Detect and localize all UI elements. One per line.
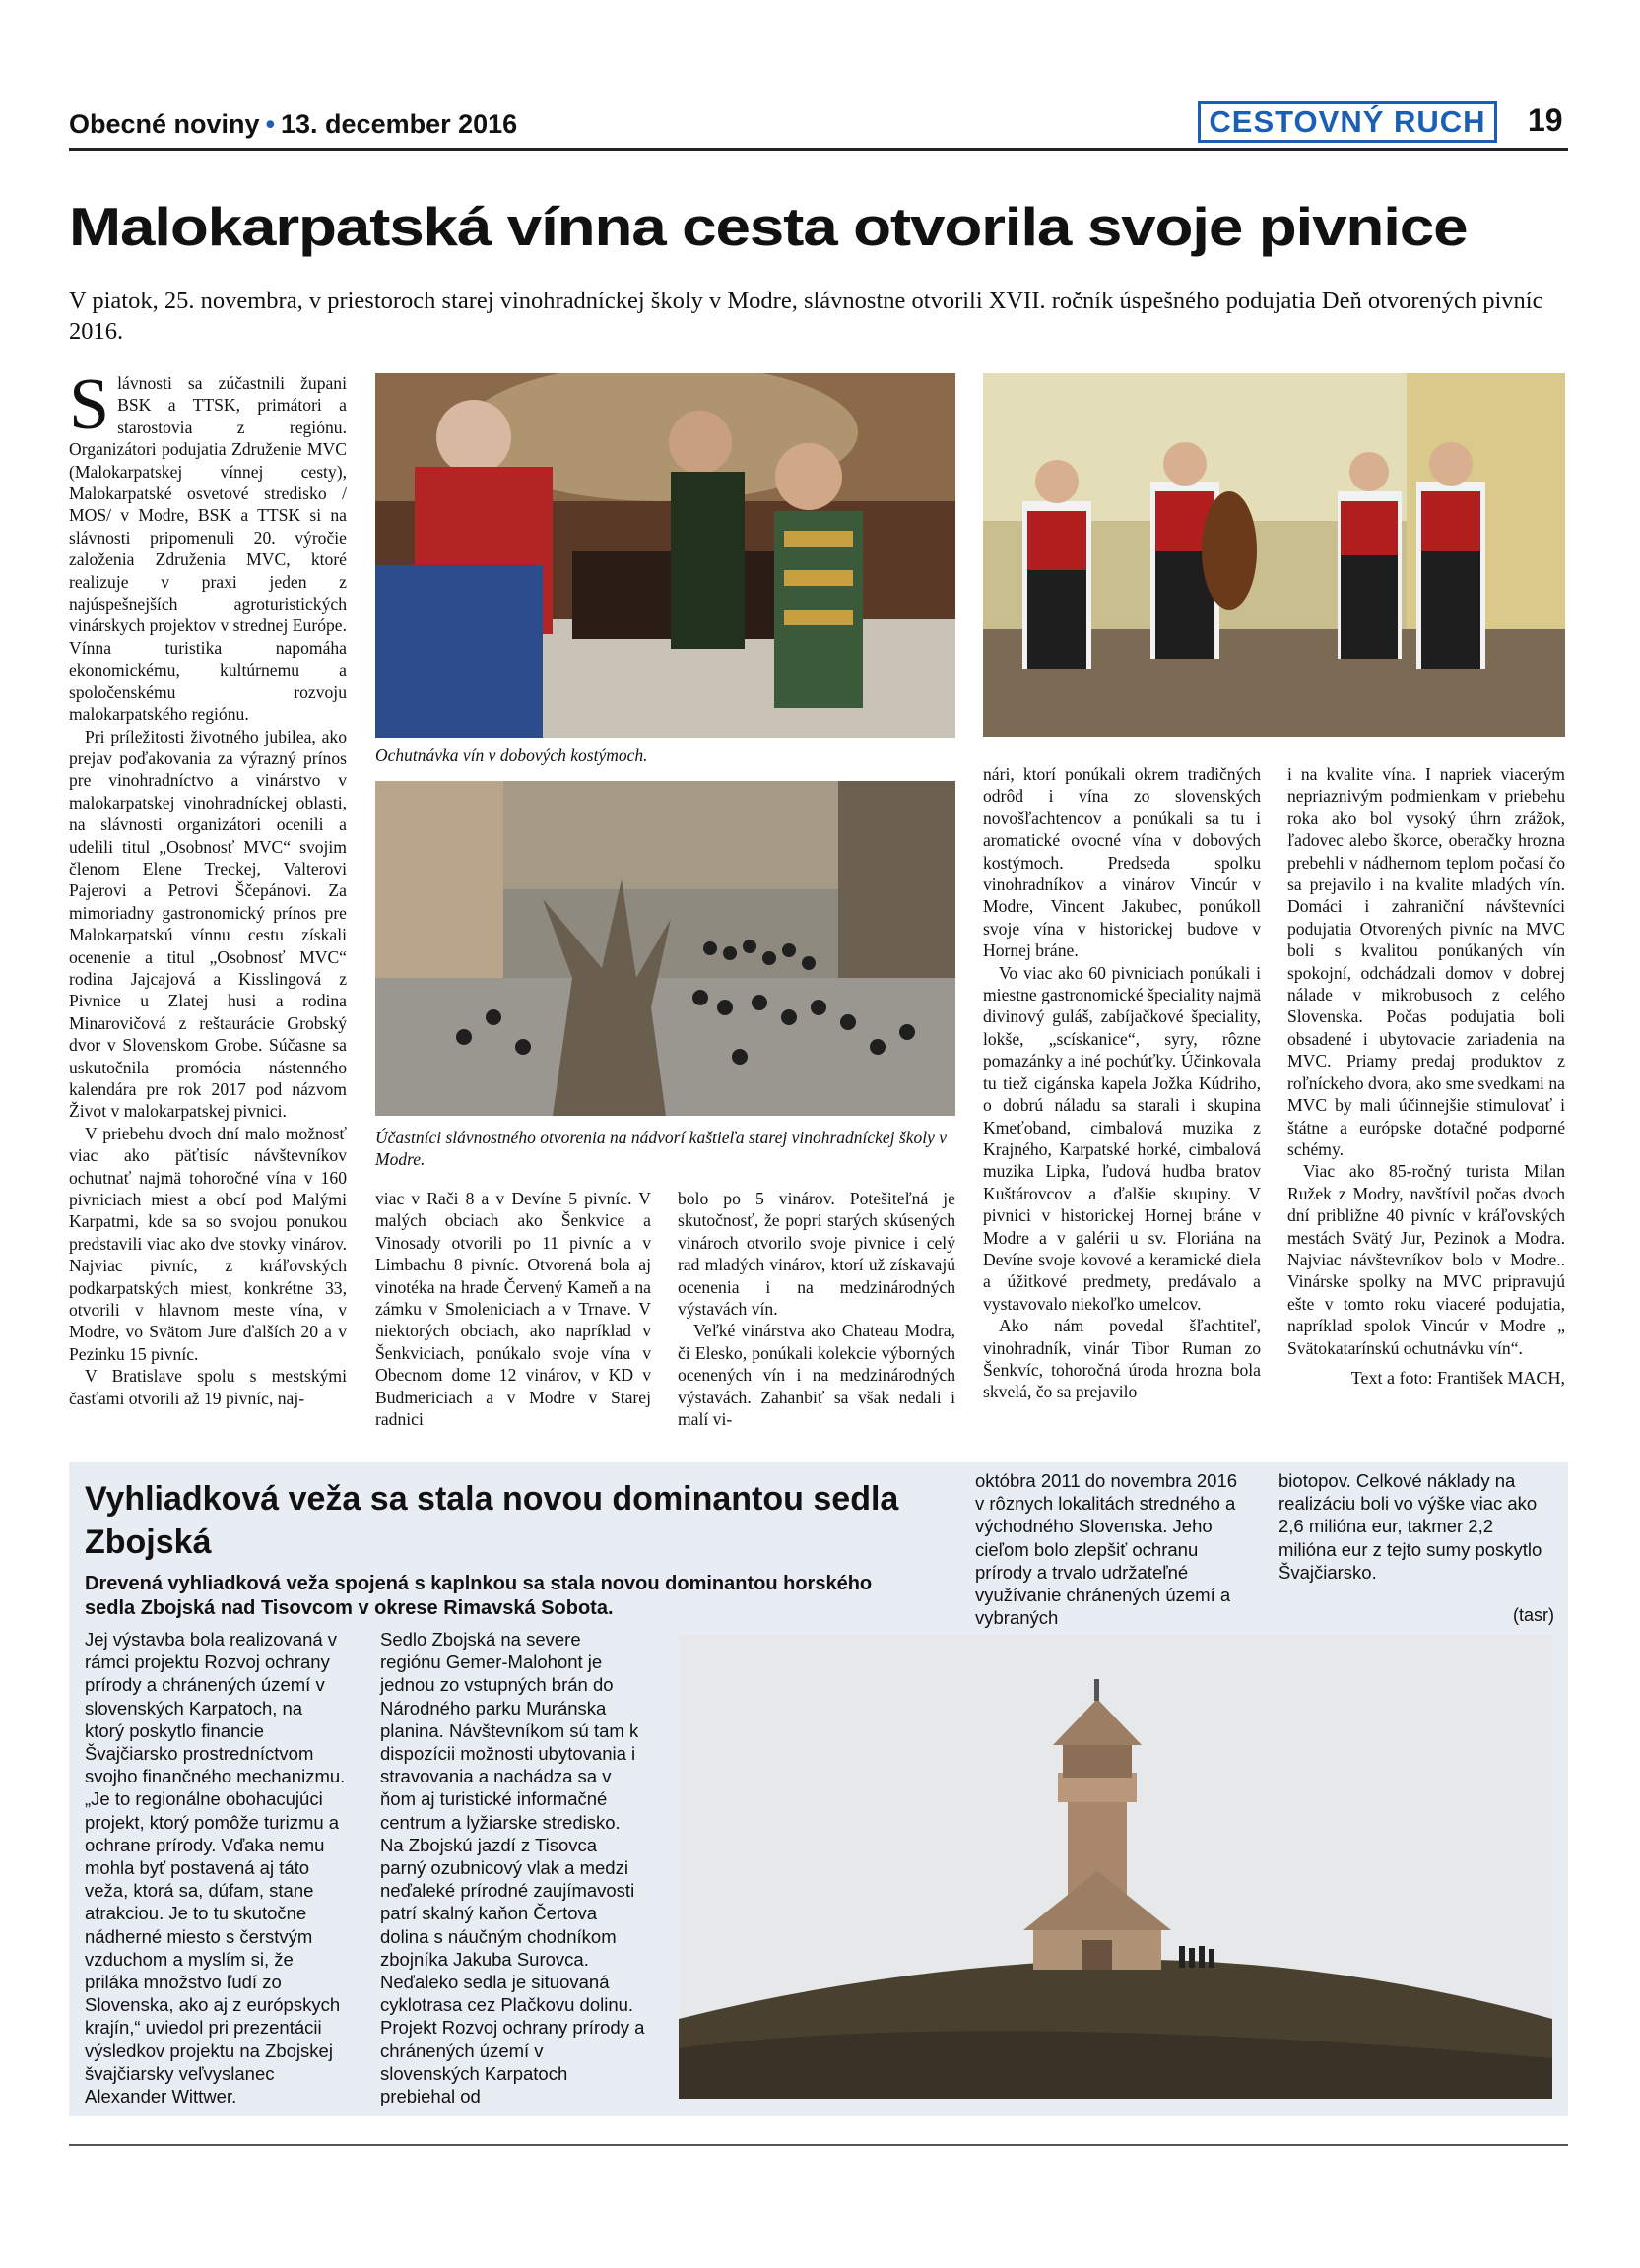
masthead xyxy=(69,109,517,140)
footer-rule xyxy=(69,2144,1568,2146)
section-label: CESTOVNÝ RUCH xyxy=(1198,101,1497,143)
box-column-4 xyxy=(1279,1469,1554,1584)
box-title: Vyhliadková veža sa stala novou dominantou sedla Zbojská xyxy=(85,1480,899,1561)
author-credit: Text a foto: František MACH, xyxy=(1350,1367,1565,1388)
paragraph: viac v Rači 8 a v Devíne 5 pivníc. V malých obciach ako Šenkvice a Vinosady otvorili po 11 pivníc a v Limbachu 8 pivníc. Otvorená bola aj vinotéka na hrade Červený Kameň a na zámku v Smoleniciach a v Trnave. V niektorých obciach, ako napríklad v Šenkviciach, ponúkalo svoje vína v Obecnom dome 12 vinárov, v KD v Budmericiach a v Modre v Starej radnici xyxy=(375,1189,651,1430)
paragraph: nári, ktorí ponúkali okrem tradičných odrôd i vína zo slovenských novošľachtencov a ponúkali sa tu i aromatické ovocné vína v dobových kostýmoch. Predseda spolku vinohradníkov a vinárov Vincúr v Modre, Vincent Jakubec, ponúkoll svoje vína v historickej budove v Hornej bráne. xyxy=(983,764,1261,961)
paragraph: Viac ako 85-ročný turista Milan Ružek z Modry, navštívil počas dvoch dní približne 40 pivníc v kráľovských mestách Svätý Jur, Pezinok a Modra. Najviac návštevníkov bolo v Modre.. Vinárske spolky na MVC pripravujú ešte v tomto roku viaceré podujatia, napríklad spolok Vincúr v Modre „ Svätokatarínskú ochutnávku vín“. xyxy=(1287,1161,1565,1358)
paragraph: Jej výstavba bola realizovaná v rámci projektu Rozvoj ochrany prírody a chránených území v slovenských Karpatoch, na ktorý poskytlo financie Švajčiarsko prostredníctvom svojho finančného mechanizmu. „Je to regionálne obohacujúci projekt, ktorý pomôže turizmu a ochrane prírody. Vďaka nemu mohla byť postavená aj táto veža, ktorá sa, dúfam, stane atrakciou. Je to tu skutočne nádherné miesto s čerstvým vzduchom a myslím si, že priláka množstvo ľudí zo Slovenska, ako aj z európskych krajín,“ uviedol pri prezentácii výsledkov projektu na Zbojskej švajčiarsky veľvyslanec Alexander Wittwer. xyxy=(85,1629,346,2107)
article-column-4 xyxy=(983,763,1261,1403)
paragraph: biotopov. Celkové náklady na realizáciu boli vo výške viac ako 2,6 milióna eur, takmer 2,2 milióna eur z tejto sumy poskytlo Švajčiarsko. xyxy=(1279,1470,1542,1583)
page-number: 19 xyxy=(1528,102,1563,138)
publication-name: Obecné noviny xyxy=(69,109,260,139)
article-column-3 xyxy=(678,1188,955,1430)
paragraph: Projekt Rozvoj ochrany prírody a chránených území v slovenských Karpatoch prebiehal od xyxy=(380,2017,645,2107)
courtyard-photo xyxy=(375,781,955,1116)
paragraph: Sedlo Zbojská na severe regiónu Gemer-Malohont je jednou zo vstupných brán do Národného parku Muránska planina. Návštevníkom sú tam k dispozícii možnosti ubytovania i stravovania a nachádza sa v ňom aj turistické informačné centrum a lyžiarske stredisko. Na Zbojskú jazdí z Tisovca parný ozubnicový vlak a medzi neďaleké prírodné zaujímavosti patrí skalný kaňon Čertova dolina s náučným chodníkom zbojníka Jakuba Surovca. Neďaleko sedla je situovaná cyklotrasa cez Plačkovu dolinu. xyxy=(380,1629,639,2016)
drop-cap: S xyxy=(69,364,110,445)
musicians-photo xyxy=(983,373,1565,737)
photo-caption: Účastníci slávnostného otvorenia na nádvorí kaštieľa starej vinohradníckej školy v Modre. xyxy=(375,1128,948,1169)
article-headline: Malokarpatská vínna cesta otvorila svoje pivnice xyxy=(69,196,1468,257)
article-column-2 xyxy=(375,1188,651,1430)
header-rule xyxy=(69,148,1568,151)
wine-tasting-photo xyxy=(375,373,955,738)
news-agency-credit: (tasr) xyxy=(1513,1605,1554,1625)
photo-caption: Ochutnávka vín v dobových kostýmoch. xyxy=(375,745,648,765)
article-lead: V piatok, 25. novembra, v priestoroch starej vinohradníckej školy v Modre, slávnostne otvorili XVII. ročník úspešného podujatia Deň otvorených pivníc 2016. xyxy=(69,288,1543,345)
paragraph: Vo viac ako 60 pivniciach ponúkali i miestne gastronomické špeciality najmä divinový guláš, zabíjačkové špeciality, lokše, „scískanice“, syry, rôzne pomazánky a iné pochúťky. Účinkovala tu tiež cigánska kapela Jožka Kúdriho, o dobrú náladu sa starali i skupina Kmeťoband, cimbalová muzika z Krajného, Karpatské horké, cimbalová muzika Lipka, ľudová hudba bratov Kuštárovcov a ďalšie skupiny. V pivnici v historickej Hornej bráne v Modre a v galérii u sv. Floriána na Devíne svoje kovové a keramické diela a úžitkové predmety, predávalo a vystavovalo niekoľko umelcov. xyxy=(983,962,1261,1314)
paragraph: V Bratislave spolu s mestskými časťami otvorili až 19 pivníc, naj- xyxy=(69,1366,347,1408)
paragraph: lávnosti sa zúčastnili župani BSK a TTSK, primátori a starostovia z regiónu. Organizátori podujatia Združenie MVC (Malokarpatskej vínnej cesty), Malokarpatské osvetové stredisko / MOS/ v Modre, BSK a TTSK si na slávnosti pripomenuli 20. výročie založenia Združenia MVC, ktoré realizuje v praxi jeden z najúspešnejších agroturistických vinárskych projektov v strednej Európe. Vínna turistika napomáha ekonomickému, kultúrnemu a spoločenskému rozvoju malokarpatského regiónu. xyxy=(69,373,347,725)
lookout-tower-photo xyxy=(679,1635,1552,2099)
paragraph: bolo po 5 vinárov. Potešiteľná je skutočnosť, že popri starých skúsených vinároch otvorilo svoje pivnice i celý rad mladých vinárov, ktorí už získavajú ocenenia i na medzinárodných výstavách vín. xyxy=(678,1189,955,1320)
box-lead: Drevená vyhliadková veža spojená s kaplnkou sa stala novou dominantou horského sedla Zbojská nad Tisovcom v okrese Rimavská Sobota. xyxy=(85,1573,873,1619)
article-column-5 xyxy=(1287,763,1565,1389)
separator: • xyxy=(265,109,276,139)
box-column-1 xyxy=(85,1628,347,2107)
paragraph: i na kvalite vína. I napriek viacerým nepriaznivým podmienkam v priebehu roka ako bol vysoký úhrn zrážok, ľadovec alebo škorce, oberačky hrozna prebehli v nádhernom teplom počasí čo sa prejavilo i na kvalite mladých vín. Domáci i zahraniční návštevníci podujatia Otvorených pivníc na MVC boli s kvalitou ponúkaných vín spokojní, odchádzali domov v dobrej nálade v mikrobusoch z celého Slovenska. Počas podujatia boli obsadené i ubytovacie zariadenia na MVC. Priamy predaj produktov z roľníckeho dvora, ako sme svedkami na MVC by mali účinnejšie stimulovať i štátne a európske dotačné podporné schémy. xyxy=(1287,764,1565,1159)
box-column-3 xyxy=(975,1469,1247,1629)
paragraph: októbra 2011 do novembra 2016 v rôznych lokalitách stredného a východného Slovenska. Jeho cieľom bolo zlepšiť ochranu prírody a trvalo udržateľné využívanie chránených území a vybraných xyxy=(975,1470,1238,1629)
paragraph: V priebehu dvoch dní malo možnosť viac ako päťtisíc návštevníkov ochutnať najmä tohoročné vína v 160 pivniciach miest a obcí pod Malými Karpatmi, kde sa so svojou ponukou predstavili viac ako dve stovky vinárov. Najviac pivníc, z kráľovských podkarpatských miest, konkrétne 33, otvorili v hlavnom meste vína, v Modre, vo Svätom Jure ďalších 20 a v Pezinku 15 pivníc. xyxy=(69,1123,347,1364)
paragraph: Ako nám povedal šľachtiteľ, vinohradník, vinár Tibor Ruman zo Šenkvíc, tohoročná úroda hrozna bola skvelá, čo sa prejavilo xyxy=(983,1316,1261,1402)
paragraph: Veľké vinárstva ako Chateau Modra, či Elesko, ponúkali kolekcie výborných ocenených vín i na medzinárodných výstavách. Zahanbiť sa však nedali i malí vi- xyxy=(678,1321,955,1430)
issue-date: 13. december 2016 xyxy=(281,109,518,139)
paragraph: Pri príležitosti životného jubilea, ako prejav poďakovania za výrazný prínos pre vinohradníctvo a vinárstvo v malokarpatskej vinohradníckej oblasti, na slávnosti organizátori ocenili a udelili titul „Osobnosť MVC“ svojim členom Elene Treckej, Valterovi Pajerovi a Petrovi Ščepánovi. Za mimoriadny gastronomický prínos pre Malokarpatskú vínnu cestu získali ocenenie a titul „Osobnosť MVC“ rodina Jajcajová a Kisslingová z Pivnice u Zlatej husi a rodina Minarovičová z reštaurácie Grobský dvor v Slovenskom Grobe. Súčasne sa uskutočnila promócia nástenného kalendára pre rok 2017 pod názvom Život v malokarpatskej pivnici. xyxy=(69,726,347,1122)
box-column-2 xyxy=(380,1628,646,2107)
article-column-1 xyxy=(69,364,347,1409)
